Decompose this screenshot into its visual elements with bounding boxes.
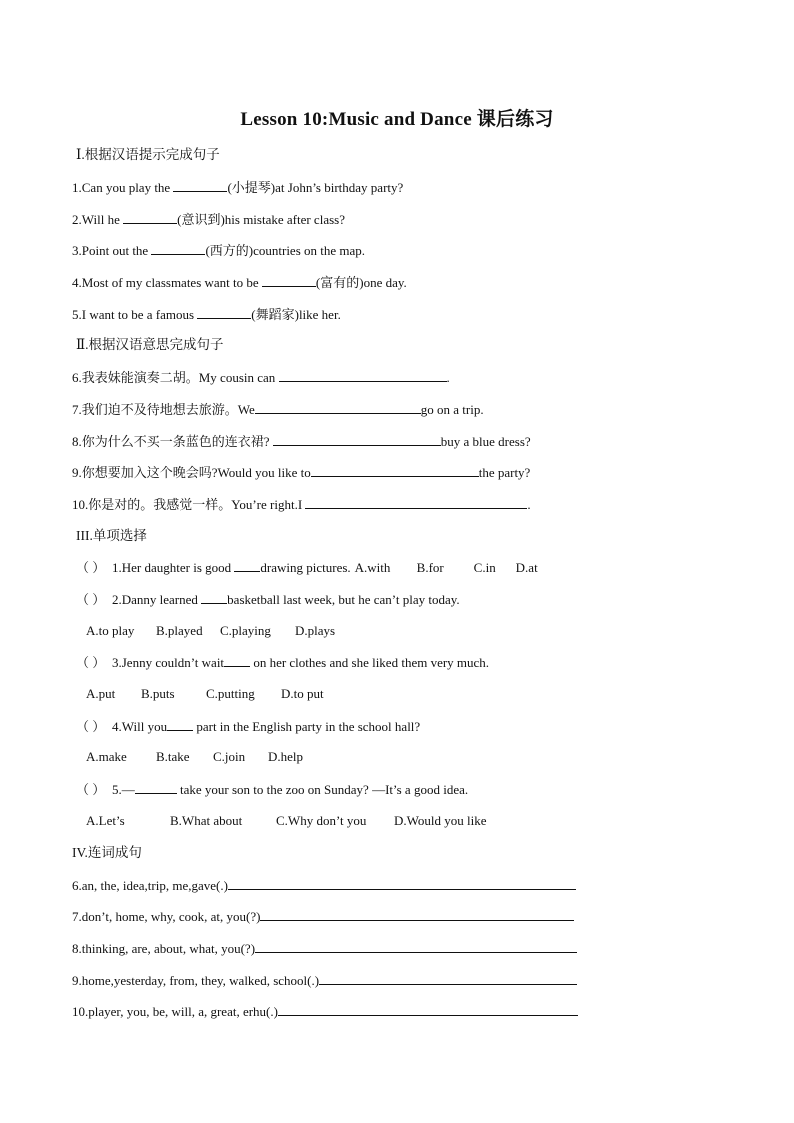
- s3-question-2-options: [86, 622, 335, 640]
- answer-blank[interactable]: [151, 241, 205, 255]
- question-text: 2.Danny learned: [112, 592, 202, 607]
- answer-parentheses[interactable]: （ ）: [76, 655, 106, 670]
- answer-blank[interactable]: [278, 1002, 578, 1016]
- s3-question-4-options: [86, 748, 303, 766]
- option-b[interactable]: B.What about: [170, 813, 243, 828]
- question-text: (意识到)his mistake after class?: [177, 212, 345, 227]
- option-c[interactable]: C.in: [473, 560, 496, 575]
- question-text: 5.I want to be a famous: [72, 307, 198, 322]
- section-1-heading: Ⅰ.根据汉语提示完成句子: [76, 147, 220, 162]
- option-a[interactable]: A.with: [354, 560, 391, 575]
- option-d[interactable]: D.plays: [295, 623, 336, 638]
- answer-parentheses[interactable]: （ ）: [76, 592, 106, 607]
- s3-question-3-options: [86, 685, 324, 703]
- question-text: 4.Most of my classmates want to be: [72, 275, 262, 290]
- question-text: 10.你是对的。我感觉一样。You’re right.I: [72, 497, 306, 512]
- answer-parentheses[interactable]: （ ）: [76, 782, 106, 797]
- answer-blank[interactable]: [224, 653, 250, 667]
- answer-parentheses[interactable]: （ ）: [76, 560, 106, 575]
- answer-blank[interactable]: [262, 273, 316, 287]
- option-a[interactable]: A.Let’s: [86, 813, 125, 828]
- s1-question-1: [72, 178, 403, 197]
- option-c[interactable]: C.Why don’t you: [276, 813, 367, 828]
- option-b[interactable]: B.take: [156, 749, 190, 764]
- answer-blank[interactable]: [228, 876, 576, 890]
- question-text: part in the English party in the school hall?: [193, 719, 421, 734]
- s4-question-6: [72, 876, 576, 895]
- question-text: .: [446, 370, 450, 385]
- option-d[interactable]: D.to put: [281, 686, 324, 701]
- answer-blank[interactable]: [234, 558, 260, 572]
- section-2-heading: Ⅱ.根据汉语意思完成句子: [76, 337, 224, 352]
- option-d[interactable]: D.at: [515, 560, 538, 575]
- question-text: (舞蹈家)like her.: [251, 307, 341, 322]
- question-text: 5.—: [112, 782, 135, 797]
- question-text: buy a blue dress?: [440, 434, 531, 449]
- s4-question-7: [72, 907, 574, 926]
- s1-question-5: [72, 305, 341, 324]
- answer-blank[interactable]: [167, 717, 193, 731]
- question-text: take your son to the zoo on Sunday? —It’s a good idea.: [176, 782, 469, 797]
- question-text: 6.an, the, idea,trip, me,gave(.): [72, 878, 228, 893]
- answer-blank[interactable]: [273, 432, 441, 446]
- option-c[interactable]: C.playing: [220, 623, 271, 638]
- s2-question-7: [72, 400, 484, 419]
- option-a[interactable]: A.to play: [86, 623, 135, 638]
- question-text: .: [527, 497, 531, 512]
- s2-question-9: [72, 463, 530, 482]
- option-b[interactable]: B.for: [416, 560, 444, 575]
- s4-question-9: [72, 971, 577, 990]
- option-a[interactable]: A.put: [86, 686, 116, 701]
- question-text: on her clothes and she liked them very much.: [250, 655, 490, 670]
- answer-blank[interactable]: [260, 907, 574, 921]
- s1-question-2: [72, 210, 345, 229]
- answer-blank[interactable]: [201, 590, 227, 604]
- answer-blank[interactable]: [279, 368, 447, 382]
- question-text: (富有的)one day.: [315, 275, 407, 290]
- s3-question-5: [76, 780, 468, 799]
- question-text: 10.player, you, be, will, a, great, erhu(.): [72, 1004, 278, 1019]
- option-c[interactable]: C.putting: [206, 686, 255, 701]
- question-text: 8.thinking, are, about, what, you(?): [72, 941, 256, 956]
- s2-question-8: [72, 432, 531, 451]
- s4-question-8: [72, 939, 577, 958]
- question-text: 7.我们迫不及待地想去旅游。We: [72, 402, 255, 417]
- s3-question-3: [76, 653, 489, 672]
- option-d[interactable]: D.help: [268, 749, 304, 764]
- option-d[interactable]: D.Would you like: [394, 813, 487, 828]
- s1-question-3: [72, 241, 365, 260]
- answer-blank[interactable]: [255, 400, 421, 414]
- question-text: 3.Jenny couldn’t wait: [112, 655, 225, 670]
- option-b[interactable]: B.puts: [141, 686, 175, 701]
- question-text: 2.Will he: [72, 212, 124, 227]
- question-text: 1.Can you play the: [72, 180, 174, 195]
- option-b[interactable]: B.played: [156, 623, 203, 638]
- question-text: (西方的)countries on the map.: [205, 243, 366, 258]
- question-text: go on a trip.: [420, 402, 484, 417]
- answer-blank[interactable]: [173, 178, 227, 192]
- answer-blank[interactable]: [305, 495, 527, 509]
- question-text: 8.你为什么不买一条蓝色的连衣裙?: [72, 434, 273, 449]
- s3-question-2: [76, 590, 460, 609]
- answer-blank[interactable]: [123, 210, 177, 224]
- s1-question-4: [72, 273, 407, 292]
- question-text: (小提琴)at John’s birthday party?: [227, 180, 404, 195]
- answer-blank[interactable]: [135, 780, 177, 794]
- question-text: 9.home,yesterday, from, they, walked, school(.): [72, 973, 320, 988]
- page-title: Lesson 10:Music and Dance 课后练习: [240, 109, 554, 130]
- question-text: 3.Point out the: [72, 243, 152, 258]
- s2-question-6: [72, 368, 450, 387]
- answer-blank[interactable]: [255, 939, 577, 953]
- question-text: the party?: [478, 465, 531, 480]
- answer-parentheses[interactable]: （ ）: [76, 719, 106, 734]
- s4-question-10: [72, 1002, 578, 1021]
- question-text: 6.我表妹能演奏二胡。My cousin can: [72, 370, 279, 385]
- answer-blank[interactable]: [197, 305, 251, 319]
- option-c[interactable]: C.join: [213, 749, 246, 764]
- question-text: 4.Will you: [112, 719, 168, 734]
- question-text: 1.Her daughter is good: [112, 560, 235, 575]
- s3-question-5-options: [86, 812, 486, 830]
- s2-question-10: [72, 495, 531, 514]
- question-text: 9.你想要加入这个晚会吗?Would you like to: [72, 465, 311, 480]
- s3-question-4: [76, 717, 420, 736]
- section-4-heading: IV.连词成句: [72, 845, 142, 860]
- answer-blank[interactable]: [311, 463, 479, 477]
- s3-question-1: [76, 558, 538, 577]
- option-a[interactable]: A.make: [86, 749, 127, 764]
- section-3-heading: III.单项选择: [76, 528, 147, 543]
- question-text: 7.don’t, home, why, cook, at, you(?): [72, 909, 261, 924]
- answer-blank[interactable]: [319, 971, 577, 985]
- question-text: basketball last week, but he can’t play today.: [227, 592, 460, 607]
- question-text: drawing pictures.: [260, 560, 351, 575]
